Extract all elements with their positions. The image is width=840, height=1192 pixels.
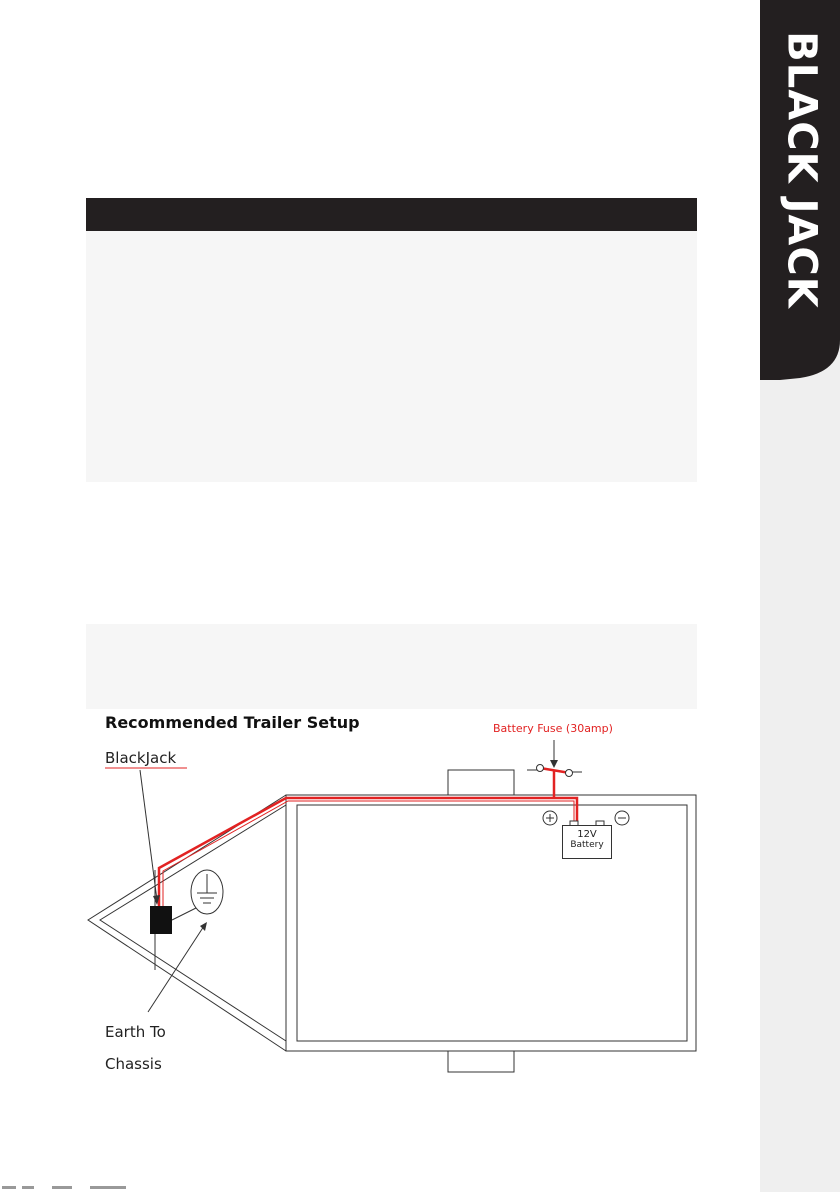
blackjack-pointer [140, 770, 157, 900]
blackjack-device [150, 906, 172, 934]
fuse-terminal-left [537, 765, 544, 772]
section-header-bar [86, 198, 697, 231]
earth-label-line1: Earth To [105, 1023, 166, 1041]
info-panel [86, 231, 697, 482]
trailer-body-outer [286, 795, 696, 1051]
earth-label-line2: Chassis [105, 1055, 162, 1073]
fuse-arrowhead [550, 760, 558, 768]
battery [562, 825, 612, 859]
drawbar-outer [88, 795, 286, 1051]
note-panel [86, 624, 697, 709]
fuse-terminal-right [566, 770, 573, 777]
print-marks [0, 1184, 140, 1192]
drawbar-inner [100, 805, 286, 1041]
brand-logo: BLACK JACK [779, 31, 825, 309]
diagram-title: Recommended Trailer Setup [105, 713, 360, 732]
trailer-wiring-diagram [80, 710, 700, 1090]
battery-fuse-label: Battery Fuse (30amp) [493, 722, 613, 735]
blackjack-label: BlackJack [105, 749, 177, 767]
battery-voltage: 12V [577, 829, 597, 840]
earth-wire [172, 908, 196, 920]
battery-label: Battery [570, 840, 604, 850]
earth-pointer [148, 926, 204, 1012]
wheel-top [448, 770, 514, 796]
